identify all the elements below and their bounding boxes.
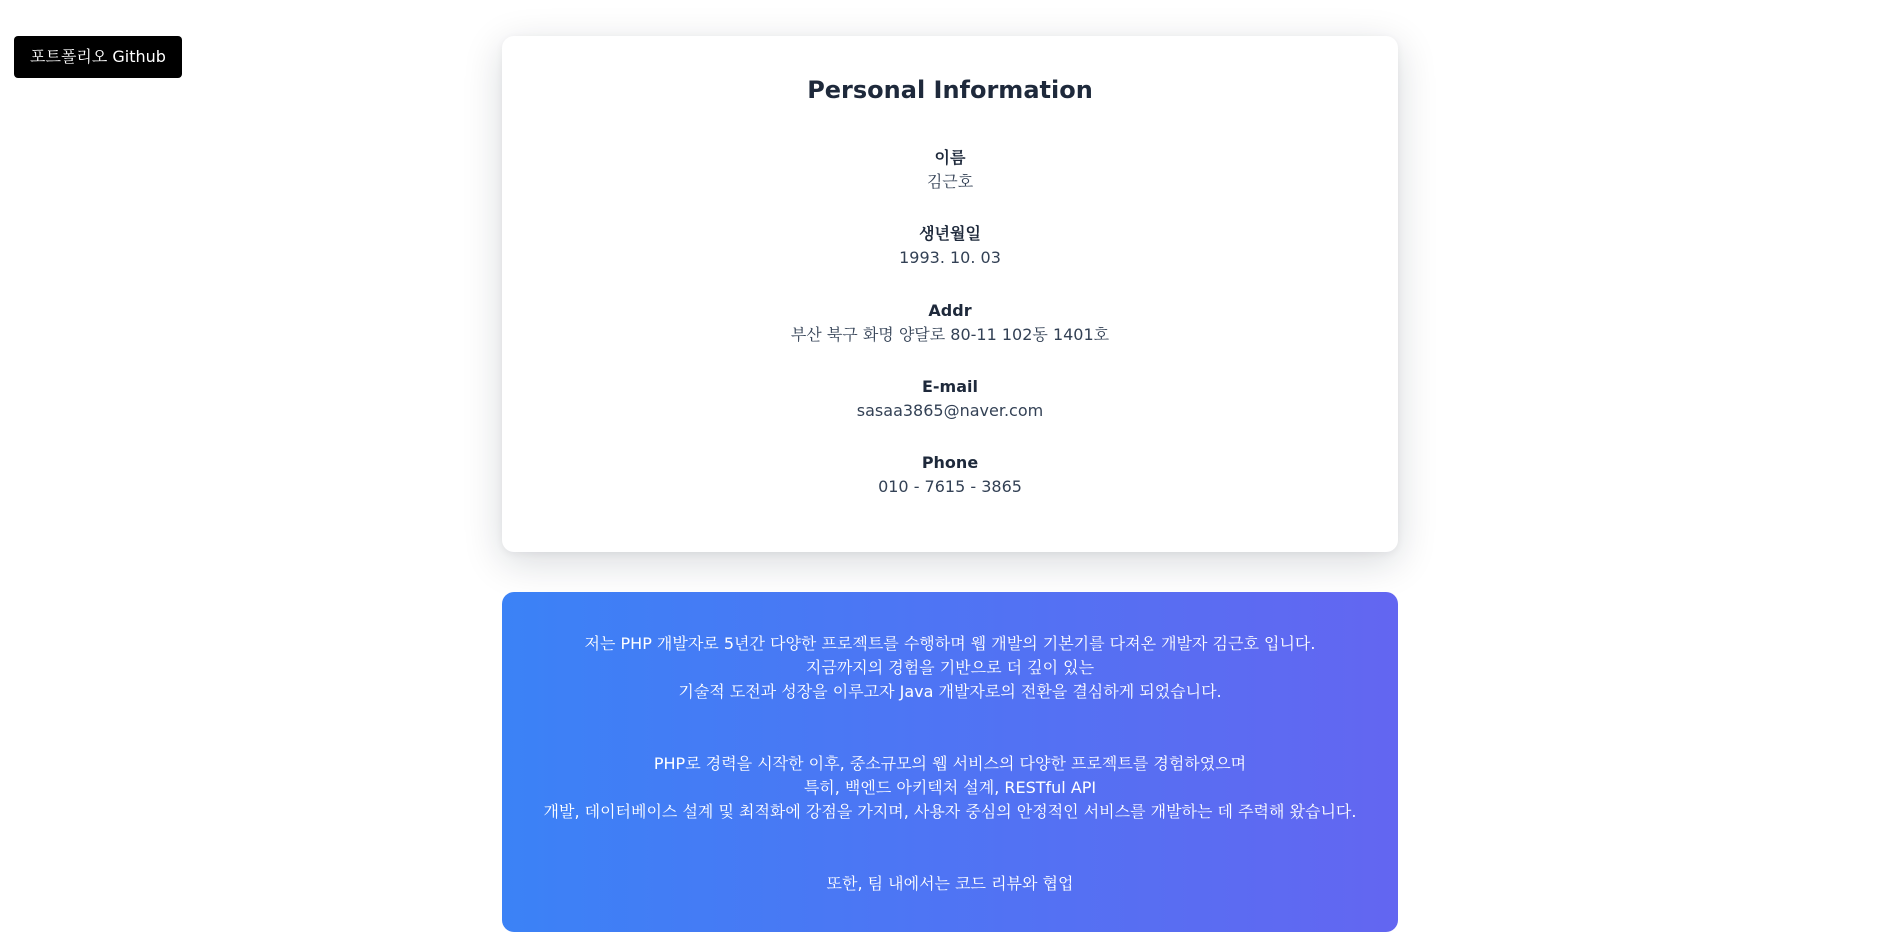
field-label: 이름	[934, 148, 966, 167]
intro-paragraph	[502, 872, 1398, 896]
field-email	[502, 375, 1398, 423]
field-name	[502, 146, 1398, 194]
field-value: 김근호	[926, 172, 974, 191]
intro-line: 기술적 도전과 성장을 이루고자 Java 개발자로의 전환을 결심하게 되었습니다.	[678, 682, 1222, 701]
field-address	[502, 299, 1398, 347]
intro-line: 또한, 팀 내에서는 코드 리뷰와 협업	[826, 874, 1074, 893]
field-value: 부산 북구 화명 양달로 80-11 102동 1401호	[790, 325, 1110, 344]
field-label: Addr	[928, 301, 972, 320]
intro-paragraph	[502, 752, 1398, 824]
field-value: 1993. 10. 03	[899, 248, 1001, 267]
field-label: 생년월일	[919, 224, 981, 243]
field-label: Phone	[921, 453, 979, 472]
intro-paragraph	[502, 632, 1398, 704]
personal-info-card	[502, 36, 1398, 552]
field-phone	[502, 451, 1398, 499]
personal-info-title: Personal Information	[807, 76, 1093, 104]
intro-line: 개발, 데이터베이스 설계 및 최적화에 강점을 가지며, 사용자 중심의 안정적인 서비스를 개발하는 데 주력해 왔습니다.	[543, 802, 1357, 821]
intro-line: PHP로 경력을 시작한 이후, 중소규모의 웹 서비스의 다양한 프로젝트를 경험하였으며	[653, 754, 1247, 773]
intro-line: 저는 PHP 개발자로 5년간 다양한 프로젝트를 수행하며 웹 개발의 기본기를 다져온 개발자 김근호 입니다.	[584, 634, 1316, 653]
field-birthdate	[502, 222, 1398, 270]
github-portfolio-button[interactable]: 포트폴리오 Github	[14, 36, 182, 78]
field-value: sasaa3865@naver.com	[856, 401, 1044, 420]
intro-line: 특히, 백엔드 아키텍처 설계, RESTful API	[803, 778, 1097, 797]
field-label: E-mail	[921, 377, 978, 396]
intro-line: 지금까지의 경험을 기반으로 더 깊이 있는	[805, 658, 1095, 677]
field-value: 010 - 7615 - 3865	[878, 477, 1022, 496]
introduction-card	[502, 592, 1398, 932]
